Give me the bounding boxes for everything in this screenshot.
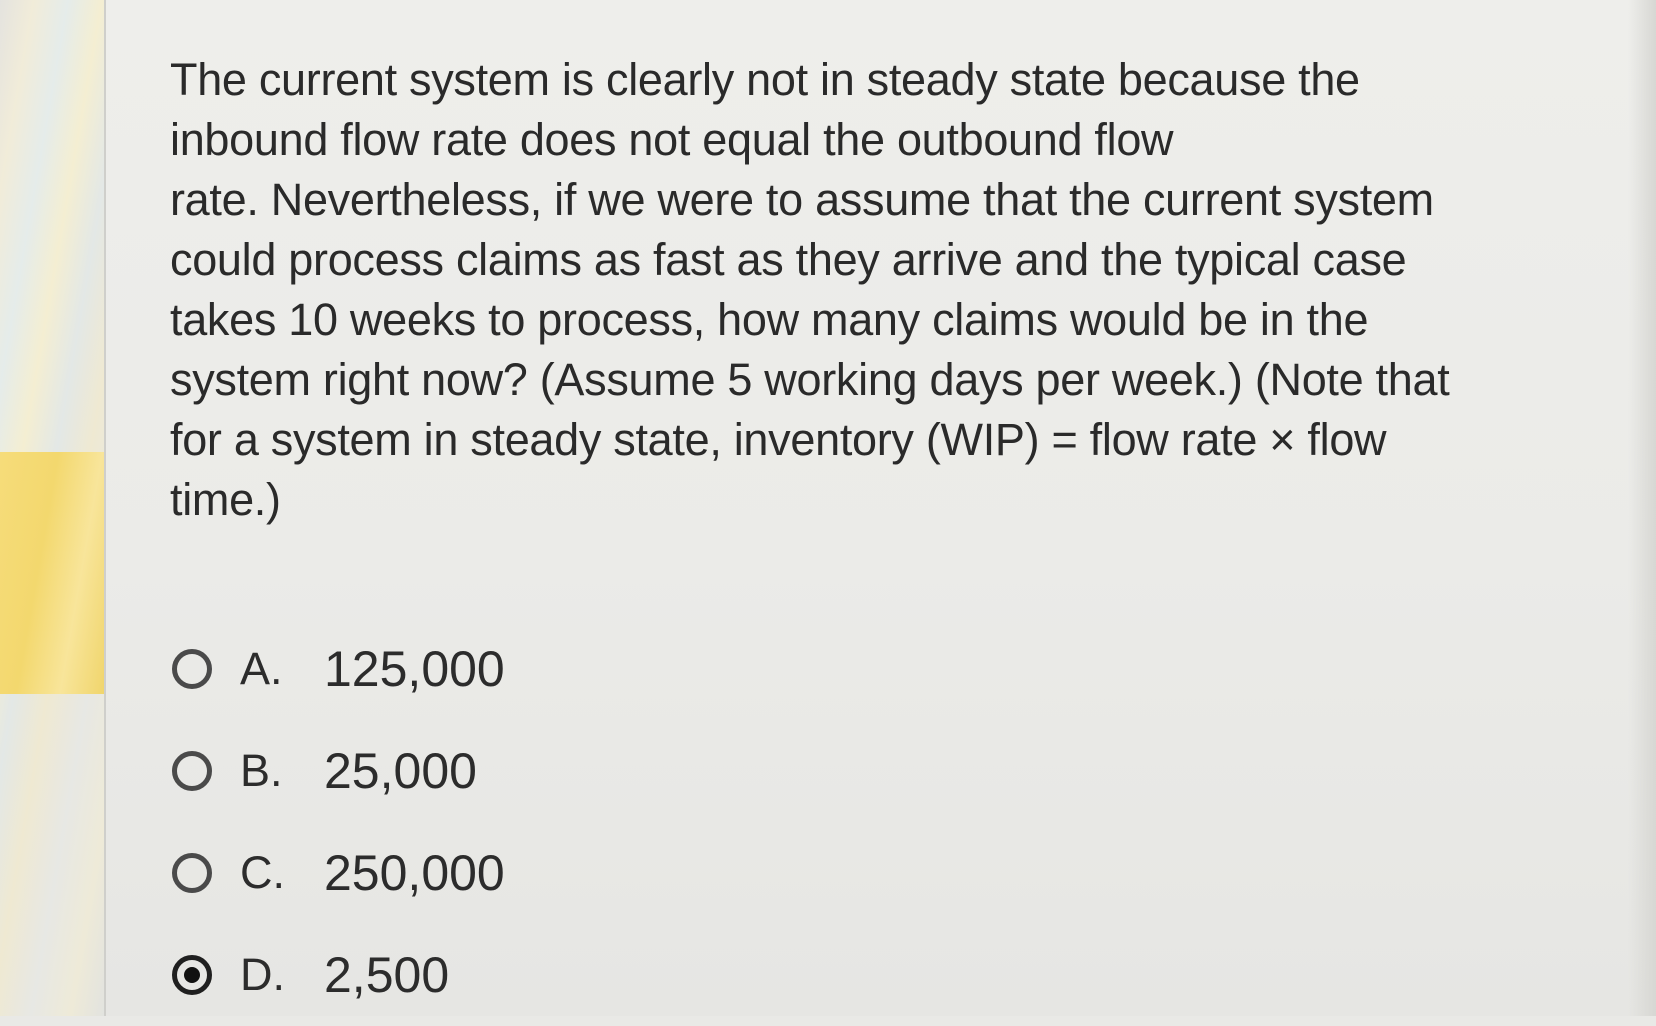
option-a[interactable] [172,618,872,720]
radio-button-b[interactable] [172,751,212,791]
question-line: could process claims as fast as they arrive and the typical case [170,234,1407,285]
option-d[interactable] [172,924,872,1026]
option-c[interactable] [172,822,872,924]
option-value: 125,000 [324,641,505,697]
question-line: inbound flow rate does not equal the outbound flow [170,114,1174,165]
option-b[interactable] [172,720,872,822]
radio-button-a[interactable] [172,649,212,689]
question-line: time.) [170,474,281,525]
question-line: takes 10 weeks to process, how many claims would be in the [170,294,1369,345]
option-letter: C. [240,847,285,898]
option-value: 25,000 [324,743,477,799]
option-letter: A. [240,643,283,694]
option-value: 250,000 [324,845,505,901]
question-line: The current system is clearly not in steady state because the [170,54,1360,105]
question-text [170,50,1610,530]
answer-options [172,618,872,1026]
option-letter: B. [240,745,283,796]
question-line: rate. Nevertheless, if we were to assume that the current system [170,174,1434,225]
option-letter: D. [240,949,285,1000]
question-line: system right now? (Assume 5 working days per week.) (Note that [170,354,1450,405]
radio-button-d[interactable] [172,955,212,995]
radio-button-c[interactable] [172,853,212,893]
option-value: 2,500 [324,947,450,1003]
right-shade [1628,0,1656,1016]
question-line: for a system in steady state, inventory (WIP) = flow rate × flow [170,414,1387,465]
highlight-band [0,452,104,694]
